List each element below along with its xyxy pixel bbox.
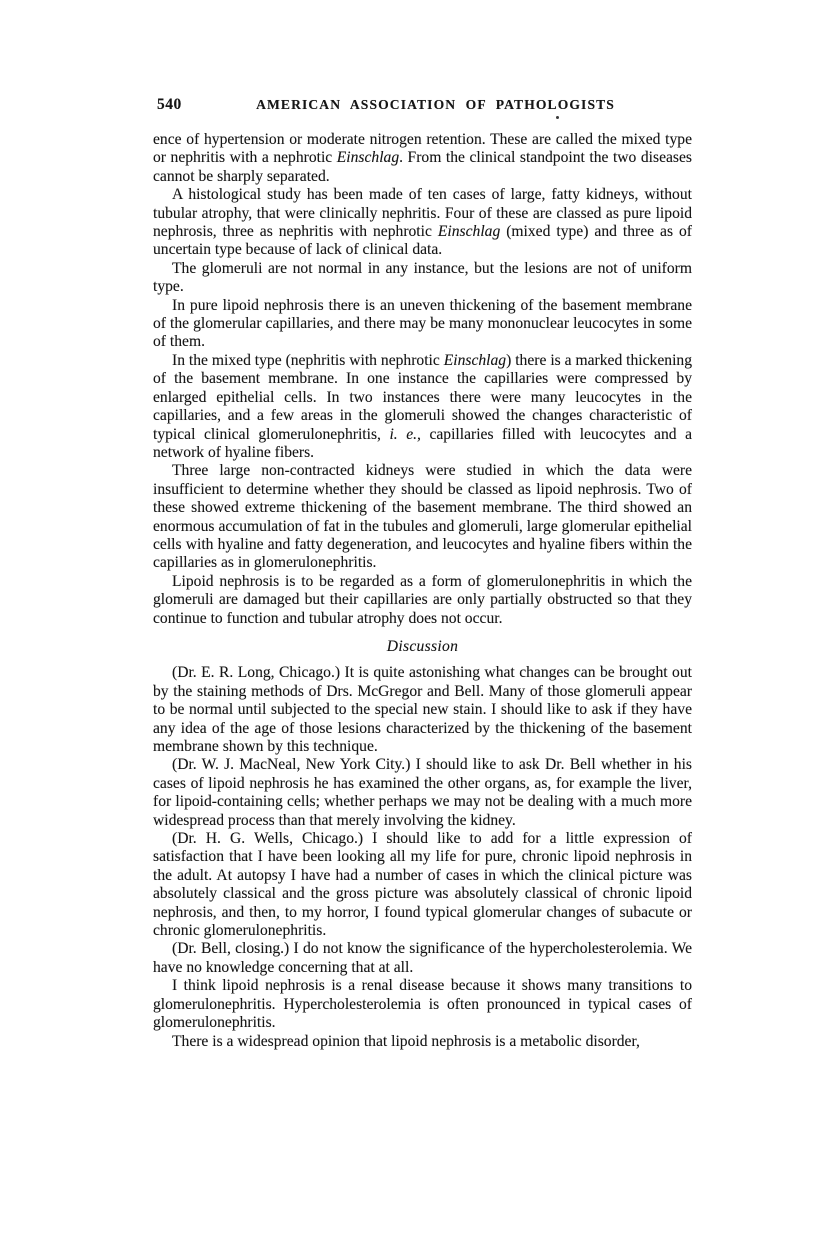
article-body	[153, 131, 692, 1051]
paragraph	[153, 756, 692, 830]
paragraph	[153, 131, 692, 186]
paragraph-text: (mixed type) and three as of uncertain type because of lack of clinical data.	[153, 223, 692, 259]
paragraph-text: (Dr. W. J. MacNeal, New York City.) I should like to ask Dr. Bell whether in his cases of lipoid nephrosis he has examined the other organs, as, for example the liver, for lipoid-containing cells; whether perhaps we may not be dealing with a much more widespread process than that merely involving the kidney.	[153, 756, 692, 829]
paragraph	[153, 297, 692, 352]
paragraph-text: (Dr. H. G. Wells, Chicago.) I should like to add for a little expression of satisfaction that I have been looking all my life for pure, chronic lipoid nephrosis in the adult. At autopsy I have had a number of cases in which the clinical picture was absolutely classical and the gross picture was absolutely classical of chronic lipoid nephrosis, and then, to my horror, I found typical glomerular changes of subacute or chronic glomerulonephritis.	[153, 830, 692, 940]
paragraph	[153, 260, 692, 297]
discussion-heading: Discussion	[386, 637, 459, 655]
paragraph-text: Three large non-contracted kidneys were studied in which the data were insufficient to determine whether they should be classed as lipoid nephrosis. Two of these showed extreme thickening of the basement membrane. The third showed an enormous accumulation of fat in the tubules and glomeruli, large glomerular epithelial cells with hyaline and fatty degeneration, and leucocytes and hyaline fibers within the capillaries as in glomerulonephritis.	[153, 462, 692, 572]
paragraph-text: Lipoid nephrosis is to be regarded as a form of glomerulonephritis in which the glomeruli are damaged but their capillaries are only partially obstructed so that they continue to function and tubular atrophy does not occur.	[153, 572, 692, 627]
paragraph	[153, 573, 692, 628]
paragraph	[153, 940, 692, 977]
paragraph-text: (Dr. E. R. Long, Chicago.) It is quite astonishing what changes can be brought out by the staining methods of Drs. McGregor and Bell. Many of those glomeruli appear to be normal until subjected to the special new stain. I should like to ask if they have any idea of the age of those lesions characterized by the thickening of the basement membrane shown by this technique.	[153, 664, 692, 755]
paragraph-text: The glomeruli are not normal in any instance, but the lesions are not of uniform type.	[153, 259, 692, 296]
paragraph	[153, 462, 692, 572]
paragraph-text: (Dr. Bell, closing.) I do not know the significance of the hypercholesterolemia. We have no knowledge concerning that at all.	[153, 940, 692, 976]
paragraph-text: There is a widespread opinion that lipoid nephrosis is a metabolic disorder,	[172, 1032, 640, 1050]
paragraph-text: . From the clinical standpoint the two diseases cannot be sharply separated.	[153, 149, 692, 185]
paragraph-text: ) there is a marked thickening of the basement membrane. In one instance the capillaries were compressed by enlarged epithelial cells. In two instances there were many leucocytes in the capillaries, and a few areas in the glomeruli showed the changes characteristic of typical clinical glomerulonephritis,	[153, 351, 693, 443]
journal-title: AMERICAN ASSOCIATION OF PATHOLOGISTS	[256, 97, 615, 112]
paragraph	[153, 977, 692, 1032]
print-artifact-dot	[556, 116, 559, 119]
paragraph	[153, 664, 692, 756]
paragraph-text: capillaries filled with leucocytes and a network of hyaline fibers.	[153, 425, 692, 461]
paragraph-text: In the mixed type (nephritis with nephrotic	[172, 351, 444, 369]
paragraph-text: A histological study has been made of ten cases of large, fatty kidneys, without tubular atrophy, that were clinically nephritis. Four of these are classed as pure lipoid nephrosis, three as nephritis with nephrotic	[153, 186, 692, 241]
foreign-term: Einschlag	[437, 223, 501, 241]
paragraph-text: I think lipoid nephrosis is a renal disease because it shows many transitions to glomerulonephritis. Hypercholesterolemia is often pronounced in typical cases of glomerulonephritis.	[153, 977, 692, 1032]
page-number: 540	[157, 96, 182, 113]
paragraph	[153, 352, 692, 462]
foreign-term: Einschlag	[336, 149, 400, 167]
foreign-term: Einschlag	[443, 351, 507, 369]
paragraph	[153, 1033, 692, 1051]
paragraph-text: ence of hypertension or moderate nitrogen retention. These are called the mixed type or nephritis with a nephrotic	[153, 131, 692, 167]
latin-abbreviation: i. e.,	[389, 425, 421, 443]
paragraph	[153, 186, 692, 260]
paragraph	[153, 830, 692, 940]
paragraph-text: In pure lipoid nephrosis there is an uneven thickening of the basement membrane of the glomerular capillaries, and there may be many mononuclear leucocytes in some of them.	[153, 296, 692, 351]
running-head	[153, 96, 692, 118]
